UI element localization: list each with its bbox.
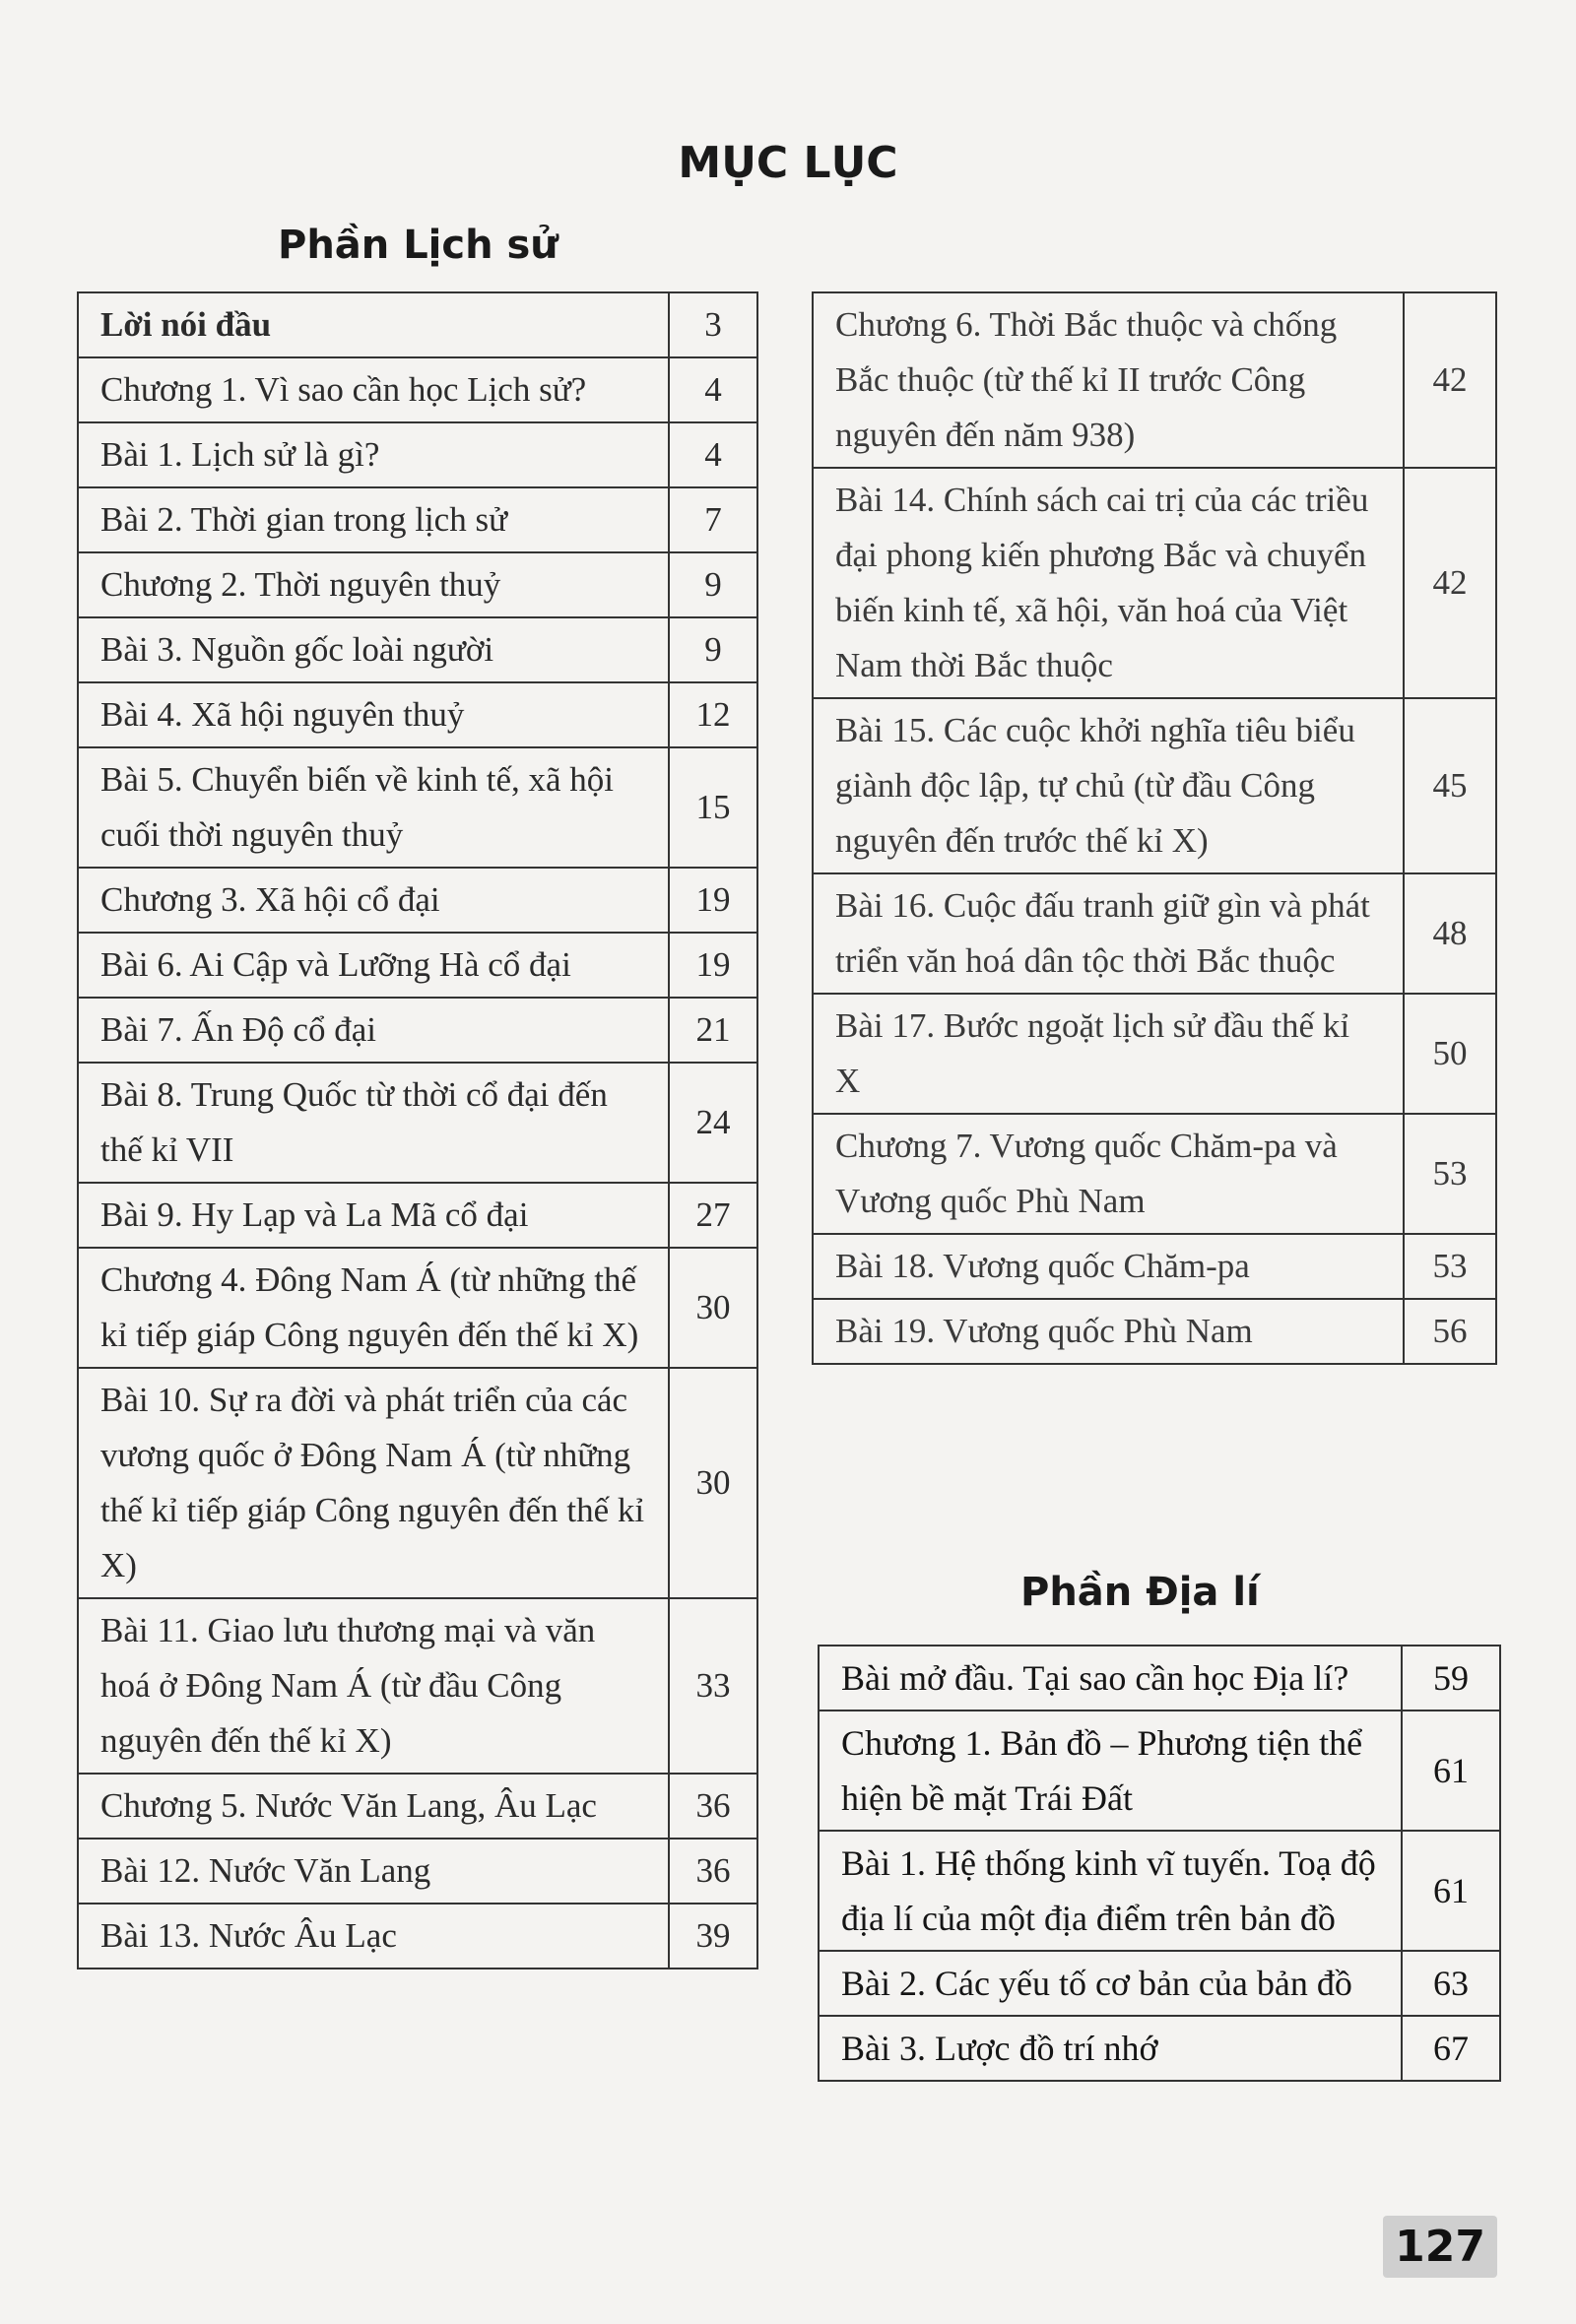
toc-entry-title: Chương 7. Vương quốc Chăm-pa và Vương quốc Phù Nam [813,1114,1404,1234]
toc-entry-title: Chương 1. Bản đồ – Phương tiện thể hiện bề mặt Trái Đất [819,1711,1402,1831]
toc-entry-title: Bài 10. Sự ra đời và phát triển của các vương quốc ở Đông Nam Á (từ những thế kỉ tiếp giáp Công nguyên đến thế kỉ X) [78,1368,669,1598]
toc-entry-page: 33 [669,1598,757,1774]
geography-toc [818,1645,1501,2082]
toc-entry-page: 3 [669,292,757,357]
toc-entry-page: 21 [669,998,757,1063]
toc-entry-page: 59 [1402,1646,1500,1711]
page-title: MỤC LỤC [678,138,898,188]
toc-entry-title: Bài 7. Ấn Độ cổ đại [78,998,669,1063]
toc-entry-page: 63 [1402,1951,1500,2016]
toc-entry-page: 48 [1404,873,1496,994]
toc-entry-page: 45 [1404,698,1496,873]
toc-entry-title: Chương 3. Xã hội cổ đại [78,868,669,933]
toc-row [819,1951,1500,2016]
toc-row [78,357,757,422]
toc-row [78,1368,757,1598]
toc-entry-page: 50 [1404,994,1496,1114]
toc-entry-page: 12 [669,682,757,747]
toc-entry-page: 53 [1404,1114,1496,1234]
toc-entry-page: 53 [1404,1234,1496,1299]
toc-entry-page: 27 [669,1183,757,1248]
toc-entry-title: Bài 12. Nước Văn Lang [78,1839,669,1904]
toc-row [78,617,757,682]
toc-entry-page: 42 [1404,468,1496,698]
toc-entry-page: 19 [669,868,757,933]
toc-row [813,873,1496,994]
toc-row [819,1831,1500,1951]
toc-entry-title: Bài 1. Hệ thống kinh vĩ tuyến. Toạ độ địa lí của một địa điểm trên bản đồ [819,1831,1402,1951]
toc-entry-title: Bài 9. Hy Lạp và La Mã cổ đại [78,1183,669,1248]
toc-row [78,487,757,552]
toc-row [78,747,757,868]
toc-entry-title: Chương 1. Vì sao cần học Lịch sử? [78,357,669,422]
toc-entry-title: Chương 2. Thời nguyên thuỷ [78,552,669,617]
toc-entry-title: Bài 11. Giao lưu thương mại và văn hoá ở Đông Nam Á (từ đầu Công nguyên đến thế kỉ X) [78,1598,669,1774]
toc-row [819,1711,1500,1831]
history-section-title: Phần Lịch sử [278,223,558,268]
toc-entry-page: 19 [669,933,757,998]
toc-entry-title: Bài 3. Nguồn gốc loài người [78,617,669,682]
toc-entry-title: Bài 13. Nước Âu Lạc [78,1904,669,1969]
toc-row [78,1183,757,1248]
toc-entry-page: 7 [669,487,757,552]
toc-entry-title: Bài 14. Chính sách cai trị của các triều đại phong kiến phương Bắc và chuyển biến kinh tế, xã hội, văn hoá của Việt Nam thời Bắc thuộc [813,468,1404,698]
toc-entry-page: 30 [669,1248,757,1368]
geography-section-title: Phần Địa lí [1020,1570,1260,1615]
toc-entry-title: Bài 5. Chuyển biến về kinh tế, xã hội cuối thời nguyên thuỷ [78,747,669,868]
toc-entry-page: 39 [669,1904,757,1969]
toc-entry-page: 24 [669,1063,757,1183]
toc-row [78,552,757,617]
toc-entry-title: Bài 2. Thời gian trong lịch sử [78,487,669,552]
toc-entry-page: 42 [1404,292,1496,468]
toc-row [813,698,1496,873]
toc-row [78,1904,757,1969]
toc-row [813,468,1496,698]
toc-entry-page: 61 [1402,1711,1500,1831]
toc-entry-page: 4 [669,357,757,422]
toc-entry-page: 4 [669,422,757,487]
toc-entry-title: Bài 19. Vương quốc Phù Nam [813,1299,1404,1364]
toc-row [78,1839,757,1904]
toc-entry-page: 56 [1404,1299,1496,1364]
toc-entry-page: 9 [669,617,757,682]
toc-row [78,933,757,998]
toc-entry-title: Bài 16. Cuộc đấu tranh giữ gìn và phát triển văn hoá dân tộc thời Bắc thuộc [813,873,1404,994]
toc-entry-title: Bài 17. Bước ngoặt lịch sử đầu thế kỉ X [813,994,1404,1114]
toc-entry-title: Bài 1. Lịch sử là gì? [78,422,669,487]
toc-row [813,994,1496,1114]
toc-entry-title: Bài 18. Vương quốc Chăm-pa [813,1234,1404,1299]
toc-row [813,1234,1496,1299]
toc-entry-page: 36 [669,1774,757,1839]
toc-entry-title: Bài 4. Xã hội nguyên thuỷ [78,682,669,747]
toc-entry-title: Bài mở đầu. Tại sao cần học Địa lí? [819,1646,1402,1711]
toc-row [78,1774,757,1839]
toc-entry-title: Bài 8. Trung Quốc từ thời cổ đại đến thế kỉ VII [78,1063,669,1183]
toc-row [78,1598,757,1774]
toc-entry-title: Chương 5. Nước Văn Lang, Âu Lạc [78,1774,669,1839]
toc-row [813,1299,1496,1364]
toc-row [78,1063,757,1183]
toc-entry-title: Chương 6. Thời Bắc thuộc và chống Bắc thuộc (từ thế kỉ II trước Công nguyên đến năm 938) [813,292,1404,468]
toc-entry-title: Bài 6. Ai Cập và Lưỡng Hà cổ đại [78,933,669,998]
toc-row [78,998,757,1063]
toc-row [819,2016,1500,2081]
toc-row [78,1248,757,1368]
toc-row [819,1646,1500,1711]
page-number: 127 [1383,2216,1497,2278]
history-toc-left [77,291,758,1969]
toc-entry-page: 67 [1402,2016,1500,2081]
toc-row [78,422,757,487]
toc-row [813,292,1496,468]
toc-entry-title: Lời nói đầu [78,292,669,357]
toc-entry-title: Chương 4. Đông Nam Á (từ những thế kỉ tiếp giáp Công nguyên đến thế kỉ X) [78,1248,669,1368]
toc-row [813,1114,1496,1234]
toc-entry-page: 36 [669,1839,757,1904]
toc-entry-page: 61 [1402,1831,1500,1951]
toc-row [78,292,757,357]
toc-entry-page: 15 [669,747,757,868]
history-toc-right [812,291,1497,1365]
toc-row [78,868,757,933]
toc-entry-title: Bài 2. Các yếu tố cơ bản của bản đồ [819,1951,1402,2016]
toc-entry-title: Bài 15. Các cuộc khởi nghĩa tiêu biểu giành độc lập, tự chủ (từ đầu Công nguyên đến trước thế kỉ X) [813,698,1404,873]
toc-entry-page: 30 [669,1368,757,1598]
toc-entry-title: Bài 3. Lược đồ trí nhớ [819,2016,1402,2081]
toc-entry-page: 9 [669,552,757,617]
toc-row [78,682,757,747]
